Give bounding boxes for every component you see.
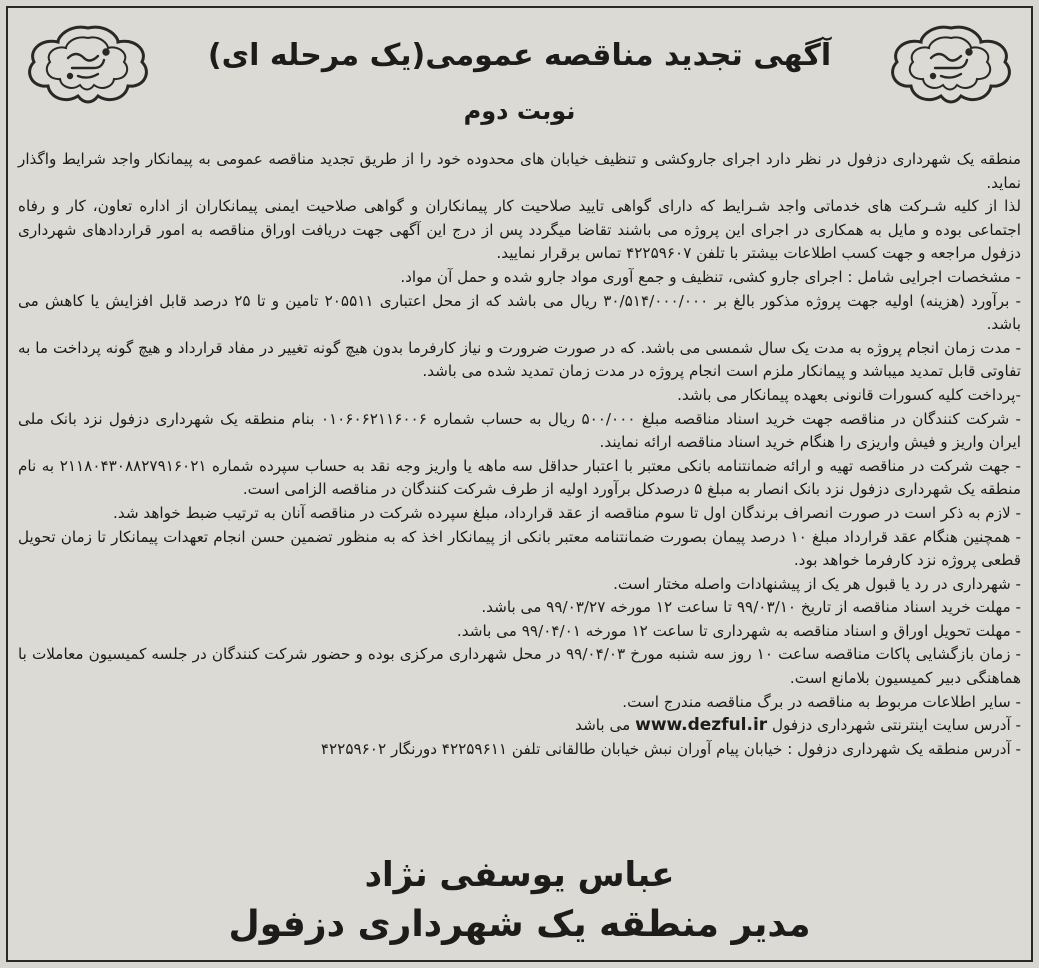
paragraph-performance-bond: - همچنین هنگام عقد قرارداد مبلغ ۱۰ درصد پیمان بصورت ضمانتنامه معتبر بانکی از پیمانکار اخذ که به منظور تضمین حسن انجام تعهدات پیمانکار تا زمان تحویل قطعی پروژه نزد کارفرما خواهد بود. [18,527,1021,570]
paragraph-scope: - مشخصات اجرایی شامل : اجرای جارو کشی، تنظیف و جمع آوری مواد جارو شده و حمل آن مواد. [400,267,1021,286]
paragraph-opening: - زمان بازگشایی پاکات مناقصه ساعت ۱۰ روز سه شنبه مورخ ۹۹/۰۴/۰۳ در محل شهرداری مرکزی بوده و حضور شرکت کنندگان در جلسه کمیسیون معاملات با هماهنگی دبیر کمیسیون بلامانع است. [18,645,1022,688]
notice-body [18,148,1021,761]
paragraph-other-info: - سایر اطلاعات مربوط به مناقصه در برگ مناقصه مندرج است. [622,692,1021,711]
paragraph-estimate: - برآورد (هزینه) اولیه جهت پروژه مذکور بالغ بر ۳۰/۵۱۴/۰۰۰/۰۰۰ ریال می باشد که از محل اعتباری ۲۰۵۵۱۱ تامین و تا ۲۵ درصد قابل افزایش یا کاهش می باشد. [18,291,1021,334]
paragraph-submission-deadline: - مهلت تحویل اوراق و اسناد مناقصه به شهرداری تا ساعت ۱۲ مورخه ۹۹/۰۴/۰۱ می باشد. [456,621,1021,640]
paragraph-duration: - مدت زمان انجام پروژه به مدت یک سال شمسی می باشد. که در صورت ضرورت و نیاز کارفرما بدون هیچ گونه تغییر در مفاد قرارداد و هیچ گونه پرداخت ما به تفاوتی قابل تمدید میباشد و پیمانکار ملزم است انجام پروژه در مدت زمان تمدید شده می باشد. [18,338,1021,381]
paragraph-deductions: -پرداخت کلیه کسورات قانونی بعهده پیمانکار می باشد. [677,385,1021,404]
website-suffix: می باشد [575,716,631,735]
notice-subtitle: نوبت دوم [463,97,576,125]
dezful-logo-icon [22,22,154,104]
dezful-logo-icon [885,22,1017,104]
paragraph-document-fee: - شرکت کنندگان در مناقصه جهت خرید اسناد مناقصه مبلغ ۵۰۰/۰۰۰ ریال به حساب شماره ۰۱۰۶۰۶۲۱۱۶۰۰۶ بنام منطقه یک شهرداری دزفول نزد بانک ملی ایران واریز و فیش واریزی را هنگام خرید اسناد مناقصه ارائه نمایند. [18,409,1021,452]
paragraph-address: - آدرس منطقه یک شهرداری دزفول : خیابان پیام آوران نبش خیابان طالقانی تلفن ۴۲۲۵۹۶۱۱ دورنگار ۴۲۲۵۹۶۰۲ [320,739,1021,758]
website-link[interactable]: www.dezful.ir [635,715,768,736]
paragraph-guarantee: - جهت شرکت در مناقصه تهیه و ارائه ضمانتنامه بانکی معتبر با اعتبار حداقل سه ماهه یا واریز وجه نقد به حساب سپرده شماره ۲۱۱۸۰۴۳۰۸۸۲۷۹۱۶۰۲۱ به نام منطقه یک شهرداری دزفول نزد بانک انصار به مبلغ ۵ درصدکل برآورد اولیه از طرف شرکت کنندگان در مناقصه الزامی است. [18,456,1021,499]
paragraph-rights: - شهرداری در رد یا قبول هر یک از پیشنهادات واصله مختار است. [613,574,1021,593]
paragraph-forfeit: - لازم به ذکر است در صورت انصراف برندگان اول تا سوم مناقصه از عقد قرارداد، مبلغ سپرده شرکت در مناقصه آنان به ترتیب ضبط خواهد شد. [113,503,1021,522]
website-prefix: - آدرس سایت اینترنتی شهرداری دزفول [772,716,1021,735]
signer-title: مدیر منطقه یک شهرداری دزفول [228,904,811,945]
tender-notice [6,6,1033,962]
paragraph-intro: منطقه یک شهرداری دزفول در نظر دارد اجرای جاروکشی و تنظیف خیابان های محدوده خود را از طریق تجدید مناقصه عمومی به پیمانکار واجد شرایط واگذار نماید. [18,150,1021,192]
municipality-logo-left [22,22,154,104]
paragraph-invitation: لذا از کلیه شـرکت های خدماتی واجد شـرایط که دارای گواهی تایید صلاحیت کار پیمانکاران و گواهی صلاحیت ایمنی پیمانکاران از اداره تعاون، کار و رفاه اجتماعی بوده و مایل به همکاری در اجرای این پروژه می باشند تقاضا میگردد پس از درج این آگهی جهت دریافت اوراق مناقصه به امور قراردادهای شهرداری دزفول مراجعه و جهت کسب اطلاعات بیشتر با تلفن ۴۲۲۵۹۶۰۷ تماس برقرار نمایید. [18,197,1021,263]
paragraph-website [18,714,1021,738]
paragraph-purchase-deadline: - مهلت خرید اسناد مناقصه از تاریخ ۹۹/۰۳/۱۰ تا ساعت ۱۲ مورخه ۹۹/۰۳/۲۷ می باشد. [481,598,1021,617]
municipality-logo-right [885,22,1017,104]
notice-title: آگهی تجدید مناقصه عمومی(یک مرحله ای) [207,38,832,73]
signer-name: عباس یوسفی نژاد [364,855,675,895]
